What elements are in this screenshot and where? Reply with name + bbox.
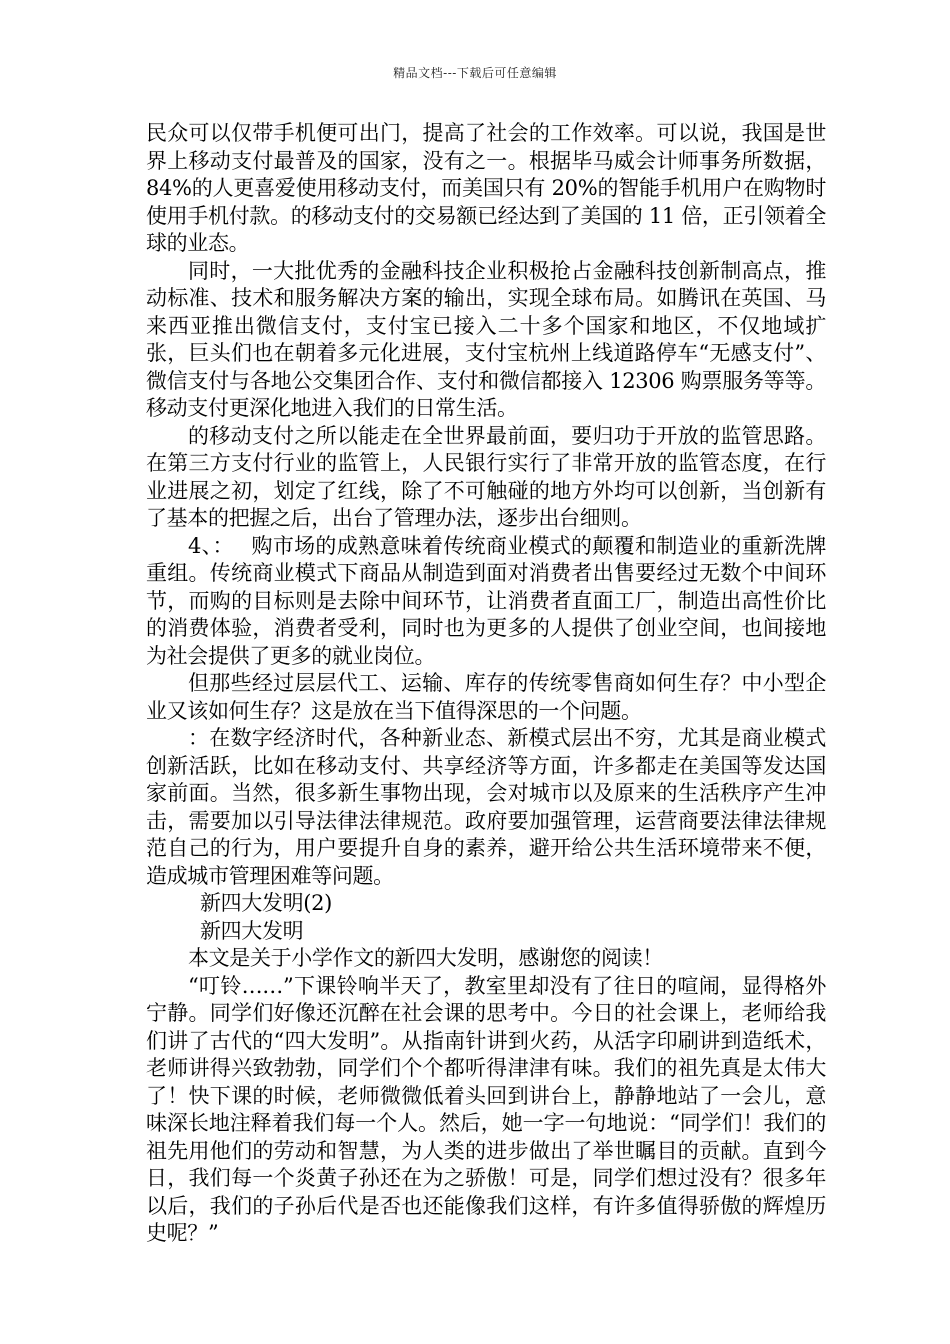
paragraph-online-shopping: 4、： 购市场的成熟意味着传统商业模式的颠覆和制造业的重新洗牌重组。传统商业模式下商品从制造到面对消费者出售要经过无数个中间环节，而购的目标则是去除中间环节，让消费者直面工厂，制造出高性价比的消费体验，消费者受利，同时也为更多的人提供了创业空间，也间接地为社会提供了更多的就业岗位。 — [146, 533, 826, 668]
document-body — [146, 120, 826, 1248]
paragraph-fintech-global: 同时，一大批优秀的金融科技企业积极抢占金融科技创新制高点，推动标准、技术和服务解决方案的输出，实现全球布局。如腾讯在英国、马来西亚推出微信支付，支付宝已接入二十多个国家和地区，不仅地域扩张，巨头们也在朝着多元化进展，支付宝杭州上线道路停车“无感支付”、微信支付与各地公交集团合作、支付和微信都接入 12306 购票服务等等。移动支付更深化地进入我们的日常生活。 — [146, 258, 826, 420]
page-header: 精品文档---下载后可任意编辑 — [393, 66, 557, 80]
paragraph-retail-question: 但那些经过层层代工、运输、库存的传统零售商如何生存？中小型企业又该如何生存？这是放在当下值得深思的一个问题。 — [146, 671, 826, 723]
paragraph-classroom-story: “叮铃……”下课铃响半天了，教室里却没有了往日的喧闹，显得格外宁静。同学们好像还沉醉在社会课的思考中。今日的社会课上，老师给我们讲了古代的“四大发明”。从指南针讲到火药，从活字印刷讲到造纸术，老师讲得兴致勃勃，同学们个个都听得津津有味。我们的祖先真是太伟大了！快下课的时候，老师微微低着头回到讲台上，静静地站了一会儿，意味深长地注释着我们每一个人。然后，她一字一句地说：“同学们！我们的祖先用他们的劳动和智慧，为人类的进步做出了举世瞩目的贡献。直到今日，我们每一个炎黄子孙还在为之骄傲！可是，同学们想过没有？很多年以后，我们的子孙后代是否也还能像我们这样，有许多值得骄傲的辉煌历史呢？” — [146, 973, 826, 1245]
paragraph-digital-economy: ：在数字经济时代，各种新业态、新模式层出不穷，尤其是商业模式创新活跃，比如在移动支付、共享经济等方面，许多都走在美国等发达国家前面。当然，很多新生事物出现，会对城市以及原来的生活秩序产生冲击，需要加以引导法律法律规范。政府要加强管理，运营商要法律法律规范自己的行为，用户要提升自身的素养，避开给公共生活环境带来不便，造成城市管理困难等问题。 — [146, 726, 826, 888]
paragraph-mobile-payment-intro: 民众可以仅带手机便可出门，提高了社会的工作效率。可以说，我国是世界上移动支付最普及的国家，没有之一。根据毕马威会计师事务所数据，84%的人更喜爱使用移动支付，而美国只有 20%的智能手机用户在购物时使用手机付款。的移动支付的交易额已经达到了美国的 11 倍，正引领着全球的业态。 — [146, 121, 826, 255]
paragraph-regulation: 的移动支付之所以能走在全世界最前面，要归功于开放的监管思路。在第三方支付行业的监管上，人民银行实行了非常开放的监管态度，在行业进展之初，划定了红线，除了不可触碰的地方外均可以创新，当创新有了基本的把握之后，出台了管理办法，逐步出台细则。 — [146, 423, 826, 530]
section-heading: 新四大发明(2) — [200, 891, 332, 915]
paragraph-article-intro: 本文是关于小学作文的新四大发明，感谢您的阅读！ — [188, 946, 663, 970]
article-title: 新四大发明 — [200, 918, 304, 943]
